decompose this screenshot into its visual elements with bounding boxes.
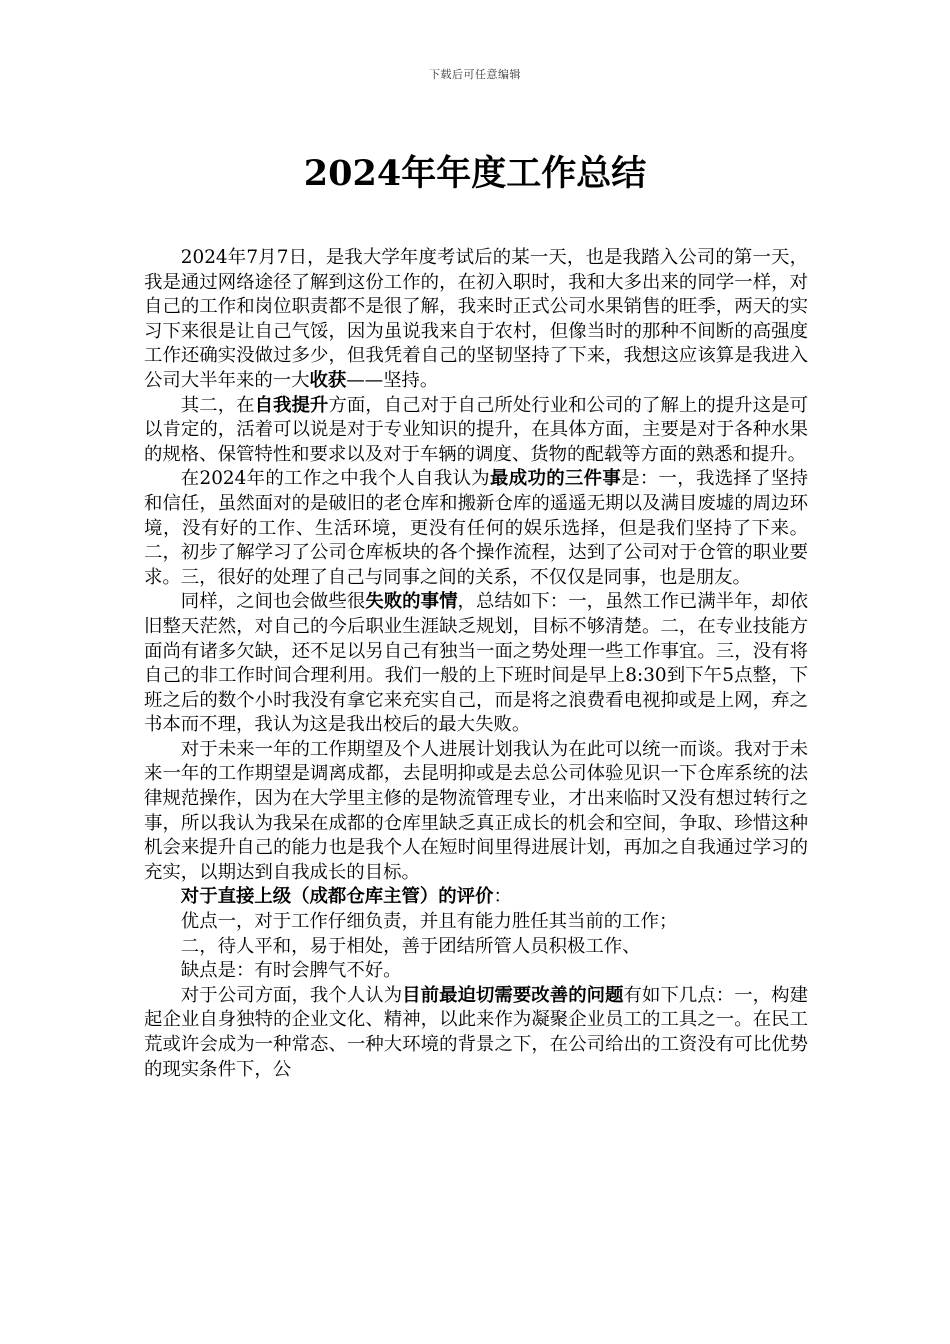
paragraph-text: 二，待人平和，易于相处，善于团结所管人员积极工作、 bbox=[180, 935, 641, 957]
paragraph bbox=[144, 935, 808, 960]
document-title: 2024年年度工作总结 bbox=[303, 153, 647, 194]
paragraph-text: 对于公司方面，我个人认为 bbox=[180, 984, 403, 1006]
paragraph-text: 对于未来一年的工作期望及个人进展计划我认为在此可以统一而谈。我对于未来一年的工作期望是调离成都，去昆明抑或是去总公司体验见识一下仓库系统的法律规范操作，因为在大学里主修的是物流管理专业，才出来临时又没有想过转行之事，所以我认为我呆在成都的仓库里缺乏真正成长的机会和空间，争取、珍惜这种机会来提升自己的能力也是我个人在短时间里得进展计划，再加之自我通过学习的充实，以期达到自我成长的目标。 bbox=[144, 738, 808, 883]
paragraph bbox=[144, 246, 808, 394]
paragraph bbox=[144, 467, 808, 590]
paragraph-text: 2024年7月7日，是我大学年度考试后的某一天，也是我踏入公司的第一天，我是通过网络途径了解到这份工作的，在初入职时，我和大多出来的同学一样，对自己的工作和岗位职责都不是很了解，我来时正式公司水果销售的旺季，两天的实习下来很是让自己气馁，因为虽说我来自于农村，但像当时的那种不间断的高强度工作还确实没做过多少，但我凭着自己的坚韧坚持了下来，我想这应该算是我进入公司大半年来的一大 bbox=[144, 247, 808, 391]
emphasis-text: 失败的事情 bbox=[365, 591, 458, 613]
document-body bbox=[144, 246, 808, 1082]
paragraph-text: ，总结如下：一，虽然工作已满半年，却依旧整天茫然，对自己的今后职业生涯缺乏规划，目标不够清楚。二，在专业技能方面尚有诸多欠缺，还不足以另自己有独当一面之势处理一些工作事宜。三，没有将自己的非工作时间合理利用。我们一般的上下班时间是早上8:30到下午5点整，下班之后的数个小时我没有拿它来充实自己，而是将之浪费看电视抑或是上网，弃之书本而不理，我认为这是我出校后的最大失败。 bbox=[144, 591, 808, 736]
emphasis-text: 目前最迫切需要改善的问题 bbox=[402, 984, 624, 1006]
paragraph-text: 优点一，对于工作仔细负责，并且有能力胜任其当前的工作； bbox=[180, 911, 678, 933]
paragraph bbox=[144, 910, 808, 935]
paragraph bbox=[144, 959, 808, 984]
paragraph-text: 同样，之间也会做些很 bbox=[180, 591, 366, 613]
paragraph-text: 在2024年的工作之中我个人自我认为 bbox=[180, 468, 491, 490]
paragraph bbox=[144, 984, 808, 1082]
paragraph bbox=[144, 590, 808, 738]
paragraph-text: 有如下几点：一，构建起企业自身独特的企业文化、精神，以此来作为凝聚企业员工的工具之一。在民工荒或许会成为一种常态、一种大环境的背景之下，在公司给出的工资没有可比优势的现实条件下，公 bbox=[144, 984, 808, 1080]
paragraph-text: ： bbox=[493, 886, 512, 908]
paragraph-text: 是：一，我选择了坚持和信任，虽然面对的是破旧的老仓库和搬新仓库的遥遥无期以及满目废墟的周边环境，没有好的工作、生活环境，更没有任何的娱乐选择，但是我们坚持了下来。二，初步了解学习了公司仓库板块的各个操作流程，达到了公司对于仓管的职业要求。三，很好的处理了自己与同事之间的关系，不仅仅是同事，也是朋友。 bbox=[144, 468, 808, 588]
paragraph-text: 方面，自己对于自己所处行业和公司的了解上的提升这是可以肯定的，活着可以说是对于专业知识的提升，在具体方面，主要是对于各种水果的规格、保管特性和要求以及对于车辆的调度、货物的配载等方面的熟悉和提升。 bbox=[144, 394, 808, 465]
paragraph bbox=[144, 394, 808, 468]
emphasis-text: 最成功的三件事 bbox=[490, 468, 622, 490]
paragraph bbox=[144, 885, 808, 910]
header-note: 下载后可任意编辑 bbox=[429, 68, 521, 81]
paragraph-text: 其二，在 bbox=[180, 394, 255, 416]
paragraph-text: ——坚持。 bbox=[346, 369, 439, 391]
emphasis-text: 收获 bbox=[309, 369, 347, 391]
emphasis-text: 对于直接上级（成都仓库主管）的评价 bbox=[180, 886, 494, 908]
paragraph-text: 缺点是：有时会脾气不好。 bbox=[180, 960, 402, 982]
emphasis-text: 自我提升 bbox=[254, 394, 329, 416]
paragraph bbox=[144, 738, 808, 886]
